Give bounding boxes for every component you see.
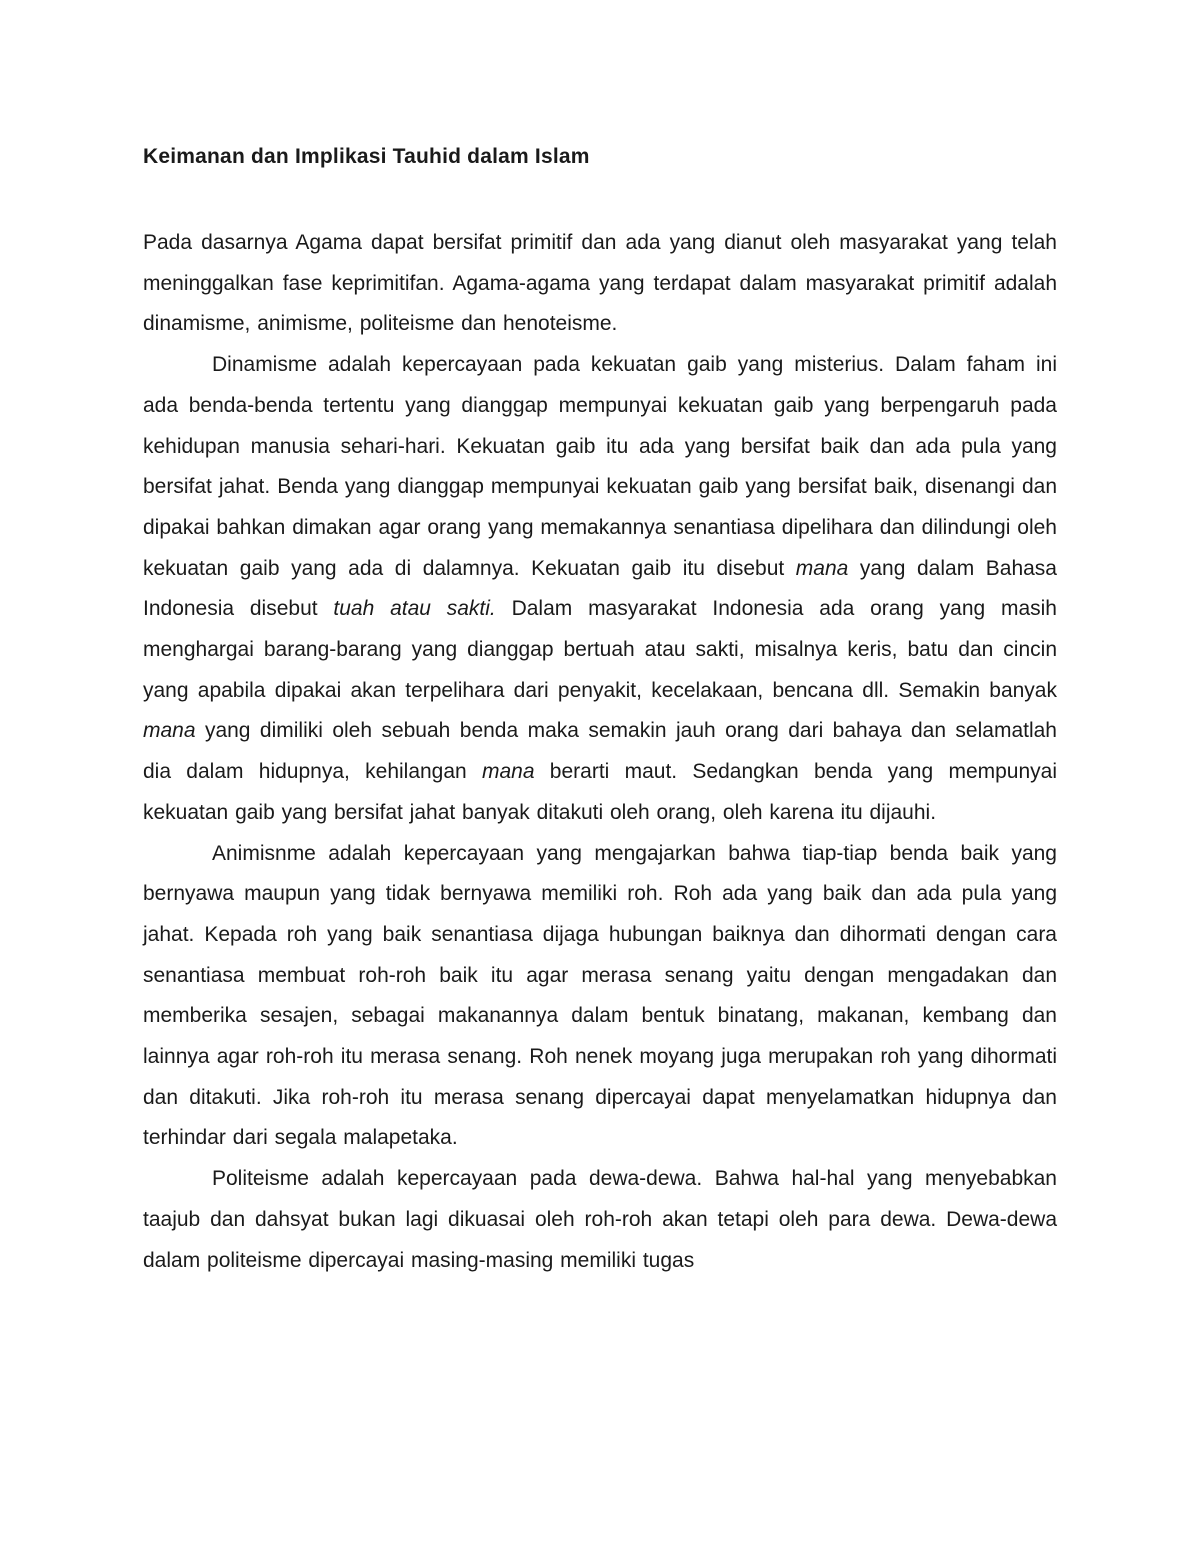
paragraph-text: Politeisme adalah kepercayaan pada dewa-dewa. Bahwa hal-hal yang menyebabkan taajub dan dahsyat bukan lagi dikuasai oleh roh-roh akan tetapi oleh para dewa. Dewa-dewa dalam politeisme dipercayai masing-masing memiliki tugas [143,1167,1057,1272]
paragraph-text: Animisnme adalah kepercayaan yang mengajarkan bahwa tiap-tiap benda baik yang bernyawa maupun yang tidak bernyawa memiliki roh. Roh ada yang baik dan ada pula yang jahat. Kepada roh yang baik senantiasa dijaga hubungan baiknya dan dihormati dengan cara senantiasa membuat roh-roh baik itu agar merasa senang yaitu dengan mengadakan dan memberika sesajen, sebagai makanannya dalam bentuk binatang, makanan, kembang dan lainnya agar roh-roh itu merasa senang. Roh nenek moyang juga merupakan roh yang dihormati dan ditakuti. Jika roh-roh itu merasa senang dipercayai dapat menyelamatkan hidupnya dan terhindar dari segala malapetaka. [143,841,1057,1150]
italic-term: mana [795,556,849,580]
italic-term: mana [143,719,196,743]
paragraph-text: Dinamisme adalah kepercayaan pada kekuatan gaib yang misterius. Dalam faham ini ada benda-benda tertentu yang dianggap mempunyai kekuatan gaib yang berpengaruh pada kehidupan manusia sehari-hari. Kekuatan gaib itu ada yang bersifat baik dan ada pula yang bersifat jahat. Benda yang dianggap mempunyai kekuatan gaib yang bersifat baik, disenangi dan dipakai bahkan dimakan agar orang yang memakannya senantiasa dipelihara dan dilindungi oleh kekuatan gaib yang ada di dalamnya. Kekuatan gaib itu disebut [143,353,1057,580]
paragraph-text: Pada dasarnya Agama dapat bersifat primitif dan ada yang dianut oleh masyarakat yang telah meninggalkan fase keprimitifan. Agama-agama yang terdapat dalam masyarakat primitif adalah dinamisme, animisme, politeisme dan henoteisme. [143,231,1057,336]
paragraph-text: yang dimiliki oleh sebuah benda maka semakin jauh orang dari bahaya dan selamatlah dia dalam hidupnya, kehilangan [143,719,1057,784]
italic-term: mana [482,760,535,784]
paragraph-list [143,223,1057,1281]
paragraph-text: yang dalam Bahasa Indonesia disebut [143,556,1057,621]
italic-term: tuah atau sakti. [333,597,496,621]
document-title: Keimanan dan Implikasi Tauhid dalam Islam [143,145,590,168]
paragraph [143,345,1057,833]
paragraph-text: berarti maut. Sedangkan benda yang mempunyai kekuatan gaib yang bersifat jahat banyak ditakuti oleh orang, oleh karena itu dijauhi. [143,760,1057,824]
paragraph [143,834,1057,1160]
document-body [143,142,1057,1281]
paragraph-text: Dalam masyarakat Indonesia ada orang yang masih menghargai barang-barang yang dianggap bertuah atau sakti, misalnya keris, batu dan cincin yang apabila dipakai akan terpelihara dari penyakit, kecelakaan, bencana dll. Semakin banyak [143,597,1057,702]
paragraph [143,1159,1057,1281]
paragraph [143,223,1057,345]
